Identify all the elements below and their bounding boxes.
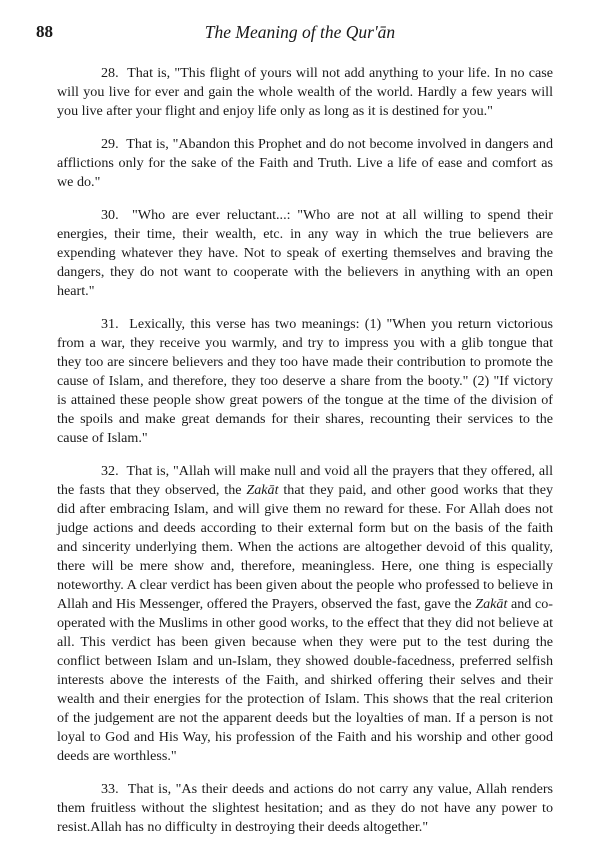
note-text: that they paid, and other good works that they did after embracing Islam, and will give them no reward for these. For Allah does not judge actions and deeds according to their external form but on the basis of the faith and sincerity underlying them. When the actions are altogether devoid of this quality, there will be mere show and, therefore, meaningless. Here, one thing is especially noteworthy. A clear verdict has been given about the people who professed to believe in Allah and His Messenger, offered the Prayers, observed the fast, gave the — [57, 482, 553, 612]
page-body — [57, 64, 553, 851]
note-31 — [57, 315, 553, 448]
note-text: That is, "Abandon this Prophet and do not become involved in dangers and afflictions only for the sake of the Faith and Truth. Live a life of ease and comfort as we do." — [57, 136, 553, 190]
note-number: 32. — [101, 463, 119, 479]
note-32 — [57, 462, 553, 766]
note-28 — [57, 64, 553, 121]
note-text: That is, "Allah will make null and void all the prayers that they offered, all the fasts that they observed, the — [57, 463, 554, 498]
note-text: Lexically, this verse has two meanings: (1) "When you return victorious from a war, they receive you warmly, and try to impress you with a glib tongue that they too are sincere believers and they too have made their contribution to promote the cause of Islam, and therefore, they too deserve a share from the booty." (2) "If victory is attained these people show great powers of the tongue at the time of the division of the spoils and make great demands for their shares, recounting their services to the cause of Islam." — [57, 316, 554, 446]
note-number: 33. — [101, 781, 119, 797]
note-number: 28. — [101, 65, 119, 81]
note-number: 30. — [101, 207, 119, 223]
note-text: That is, "This flight of yours will not add anything to your life. In no case will you live for ever and gain the whole wealth of the world. Hardly a few years will you live after your flight and enjoy life only as long as it is destined for you." — [57, 65, 554, 119]
note-30 — [57, 206, 553, 301]
note-text: "Who are ever reluctant...: "Who are not at all willing to spend their energies, their time, their wealth, etc. in any way in which the true believers are expending whatever they have. Not to speak of exerting themselves and braving the dangers, they do not want to cooperate with the believers in anything with an open heart." — [57, 207, 554, 299]
note-29 — [57, 135, 553, 192]
zakat-term: Zakāt — [475, 596, 508, 612]
note-number: 29. — [101, 136, 119, 152]
note-text: That is, "As their deeds and actions do not carry any value, Allah renders them fruitless without the slightest hesitation; and as they do not have any power to resist.Allah has no difficulty in destroying their deeds altogether." — [57, 781, 554, 835]
zakat-term: Zakāt — [246, 482, 279, 498]
note-text: and co-operated with the Muslims in other good works, to the effect that they did not believe at all. This verdict has been given because when they were put to the test during the conflict between Islam and un-Islam, they showed double-facedness, preferred selfish interests above the interests of the Faith, and shirked offering their selves and their wealth and their energies for the protection of Islam. This shows that the real criterion of the judgement are not the apparent deeds but the loyalties of man. If a person is not loyal to God and His Way, his profession of the Faith and his worship and other good deeds are worthless." — [57, 596, 553, 764]
note-33 — [57, 780, 553, 837]
page-header — [36, 22, 564, 44]
running-title: The Meaning of the Qur'ān — [204, 22, 396, 42]
page-number: 88 — [36, 22, 53, 41]
note-number: 31. — [101, 316, 119, 332]
